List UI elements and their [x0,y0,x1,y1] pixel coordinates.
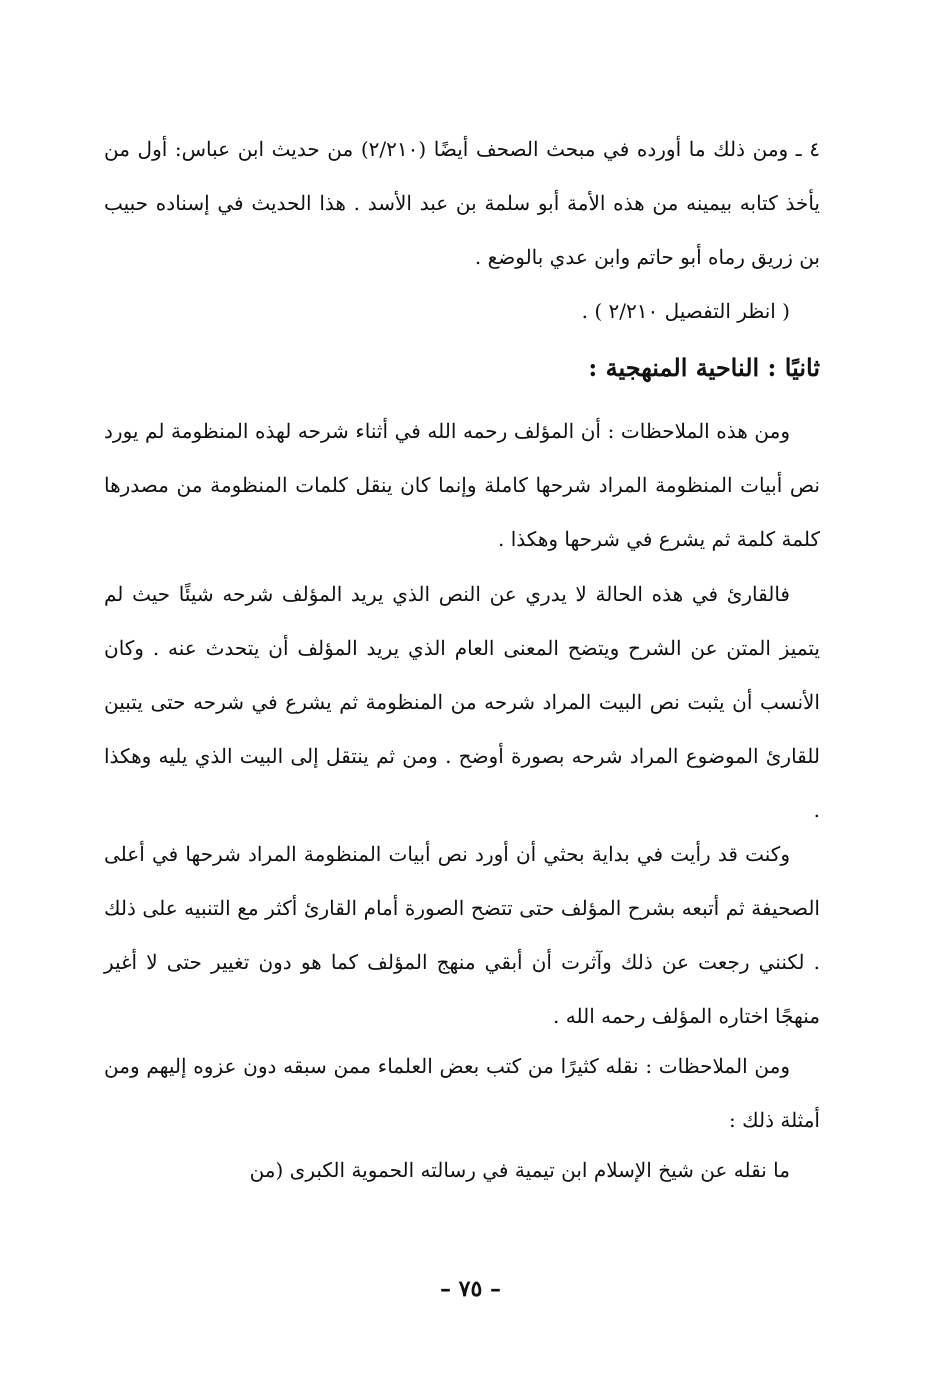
paragraph-3: وكنت قد رأيت في بداية بحثي أن أورد نص أبيات المنظومة المراد شرحها في أعلى الصحيفة ثم أتبعه بشرح المؤلف حتى تتضح الصورة أمام القارئ أكثر مع التنبيه على ذلك . لكنني رجعت عن ذلك وآثرت أن أبقي منهج المؤلف كما هو دون تغيير حتى لا أغير منهجًا اختاره المؤلف رحمه الله . [104,842,820,1028]
item-4-paragraph: ٤ ـ ومن ذلك ما أورده في مبحث الصحف أيضًا (٢/٢١٠) من حديث ابن عباس: أول من يأخذ كتابه بيمينه من هذه الأمة أبو سلمة بن عبد الأسد . هذا الحديث في إسناده حبيب بن زريق رماه أبو حاتم وابن عدي بالوضع . [104,137,820,269]
paragraph-5: ما نقله عن شيخ الإسلام ابن تيمية في رسالته الحموية الكبرى (من [249,1158,790,1182]
paragraph-4: ومن الملاحظات : نقله كثيرًا من كتب بعض العلماء ممن سبقه دون عزوه إليهم ومن أمثلة ذلك : [104,1054,820,1132]
reference-note: ( انظر التفصيل ٢/٢١٠ ) . [581,299,790,323]
page-number: – ٧٥ – [440,1276,501,1302]
paragraph-1: ومن هذه الملاحظات : أن المؤلف رحمه الله في أثناء شرحه لهذه المنظومة لم يورد نص أبيات المنظومة المراد شرحها كاملة وإنما كان ينقل كلمات المنظومة من مصدرها كلمة كلمة ثم يشرع في شرحها وهكذا . [104,419,820,551]
paragraph-2: فالقارئ في هذه الحالة لا يدري عن النص الذي يريد المؤلف شرحه شيئًا حيث لم يتميز المتن عن الشرح ويتضح المعنى العام الذي يريد المؤلف أن يتحدث عنه . وكان الأنسب أن يثبت نص البيت المراد شرحه من المنظومة ثم يشرع في شرحه حتى يتبين للقارئ الموضوع المراد شرحه بصورة أوضح . ومن ثم ينتقل إلى البيت الذي يليه وهكذا . [104,582,820,822]
section-heading: ثانيًا : الناحية المنهجية : [588,353,820,382]
